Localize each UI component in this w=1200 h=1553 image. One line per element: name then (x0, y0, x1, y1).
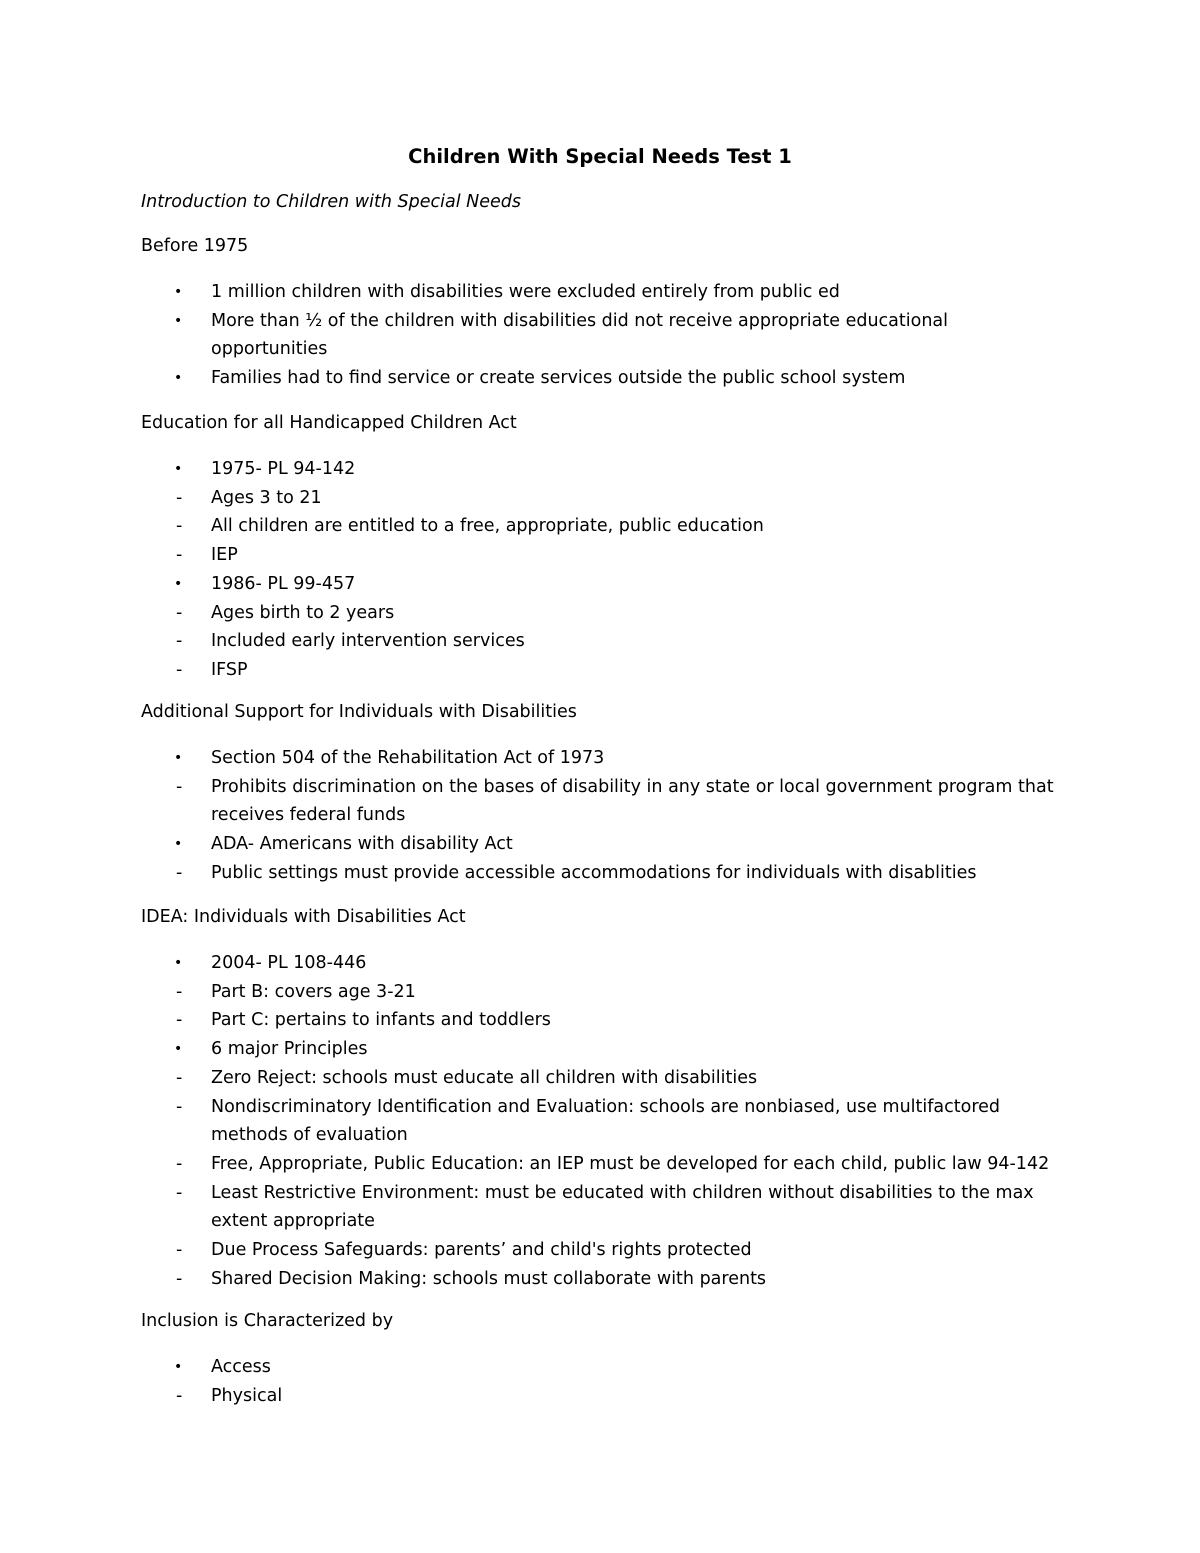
item-text: Shared Decision Making: schools must collaborate with parents (211, 1268, 767, 1289)
item-text: All children are entitled to a free, appropriate, public education (211, 516, 764, 537)
list-item (141, 455, 1061, 484)
section-heading: Before 1975 (141, 236, 249, 256)
list-item (141, 570, 1061, 599)
dash-marker: - (176, 602, 183, 623)
bullet-marker: • (174, 575, 183, 592)
section-idea (141, 905, 1061, 1293)
list-item (141, 484, 1061, 513)
dash-marker: - (176, 862, 183, 883)
dash-marker: - (176, 1268, 183, 1289)
list-item (141, 1382, 1061, 1411)
item-list (141, 949, 1061, 1293)
section-inclusion (141, 1309, 1061, 1410)
item-text: IEP (211, 545, 238, 566)
list-item (141, 1064, 1061, 1093)
item-text: 6 major Principles (211, 1039, 368, 1060)
document-title: Children With Special Needs Test 1 (408, 145, 792, 168)
list-item (141, 1035, 1061, 1064)
item-text: Ages birth to 2 years (211, 602, 395, 623)
item-text: Ages 3 to 21 (211, 487, 322, 508)
item-text: IFSP (211, 659, 248, 680)
item-text: 1975- PL 94-142 (211, 459, 356, 479)
section-heading: Additional Support for Individuals with Disabilities (141, 702, 577, 722)
list-item (141, 541, 1061, 570)
dash-marker: - (176, 545, 183, 566)
section-heading: IDEA: Individuals with Disabilities Act (141, 907, 466, 927)
list-item (141, 1006, 1061, 1035)
item-text: 1986- PL 99-457 (211, 573, 356, 594)
list-item (141, 830, 1061, 859)
bullet-marker: • (174, 836, 183, 853)
dash-marker: - (176, 659, 183, 680)
item-text: Nondiscriminatory Identification and Evaluation: schools are nonbiased, use multifactored methods of evaluation (211, 1096, 1001, 1146)
dash-marker: - (176, 1385, 183, 1406)
bullet-marker: • (174, 955, 183, 971)
dash-marker: - (176, 631, 183, 652)
list-item (141, 278, 1061, 307)
item-text: Included early intervention services (211, 631, 525, 652)
section-additional-support (141, 700, 1061, 888)
bullet-marker: • (174, 750, 183, 766)
item-list (141, 455, 1061, 685)
dash-marker: - (176, 1240, 183, 1261)
item-text: Prohibits discrimination on the bases of disability in any state or local government program that receives federal funds (211, 776, 1054, 826)
item-text: 2004- PL 108-446 (211, 953, 367, 973)
list-item (141, 1093, 1061, 1150)
item-text: Public settings must provide accessible accommodations for individuals with disablities (211, 862, 977, 883)
item-text: Section 504 of the Rehabilitation Act of 1973 (211, 748, 605, 768)
list-item (141, 1353, 1061, 1382)
dash-marker: - (176, 1010, 183, 1031)
list-item (141, 859, 1061, 888)
item-list (141, 744, 1061, 888)
item-list (141, 1353, 1061, 1410)
list-item (141, 1236, 1061, 1265)
item-text: Free, Appropriate, Public Education: an IEP must be developed for each child, public law 94-142 (211, 1153, 1050, 1174)
item-text: Least Restrictive Environment: must be educated with children without disabilities to the max extent appropriate (211, 1182, 1034, 1232)
list-item (141, 656, 1061, 685)
dash-marker: - (176, 981, 183, 1002)
section-heading: Education for all Handicapped Children Act (141, 413, 517, 433)
bullet-marker: • (174, 284, 183, 300)
bullet-marker: • (174, 370, 183, 387)
dash-marker: - (176, 1096, 183, 1117)
dash-marker: - (176, 1153, 183, 1174)
item-text: Physical (211, 1385, 283, 1406)
list-item (141, 1265, 1061, 1294)
list-item (141, 307, 1061, 364)
item-text: ADA- Americans with disability Act (211, 834, 513, 855)
list-item (141, 978, 1061, 1007)
bullet-marker: • (174, 312, 183, 329)
list-item (141, 599, 1061, 628)
list-item (141, 744, 1061, 773)
item-text: Due Process Safeguards: parents’ and child's rights protected (211, 1240, 752, 1261)
item-text: Part B: covers age 3-21 (211, 981, 416, 1002)
document-subtitle: Introduction to Children with Special Needs (141, 192, 521, 212)
dash-marker: - (176, 1182, 183, 1203)
section-heading: Inclusion is Characterized by (141, 1311, 394, 1331)
bullet-marker: • (174, 461, 183, 477)
dash-marker: - (176, 487, 183, 508)
item-text: Part C: pertains to infants and toddlers (211, 1010, 551, 1031)
list-item (141, 1179, 1061, 1236)
bullet-marker: • (174, 1041, 183, 1058)
item-text: Access (211, 1357, 271, 1377)
dash-marker: - (176, 1067, 183, 1088)
dash-marker: - (176, 516, 183, 537)
list-item (141, 364, 1061, 393)
item-text: Families had to find service or create services outside the public school system (211, 368, 906, 389)
item-text: 1 million children with disabilities were excluded entirely from public ed (211, 282, 840, 302)
item-list (141, 278, 1061, 393)
section-education-act (141, 411, 1061, 685)
list-item (141, 627, 1061, 656)
list-item (141, 512, 1061, 541)
section-before-1975 (141, 234, 1061, 393)
item-text: More than ½ of the children with disabilities did not receive appropriate educational opportunities (211, 310, 948, 360)
bullet-marker: • (174, 1359, 183, 1375)
list-item (141, 949, 1061, 978)
dash-marker: - (176, 776, 183, 797)
list-item (141, 1150, 1061, 1179)
list-item (141, 773, 1061, 830)
item-text: Zero Reject: schools must educate all children with disabilities (211, 1067, 758, 1088)
